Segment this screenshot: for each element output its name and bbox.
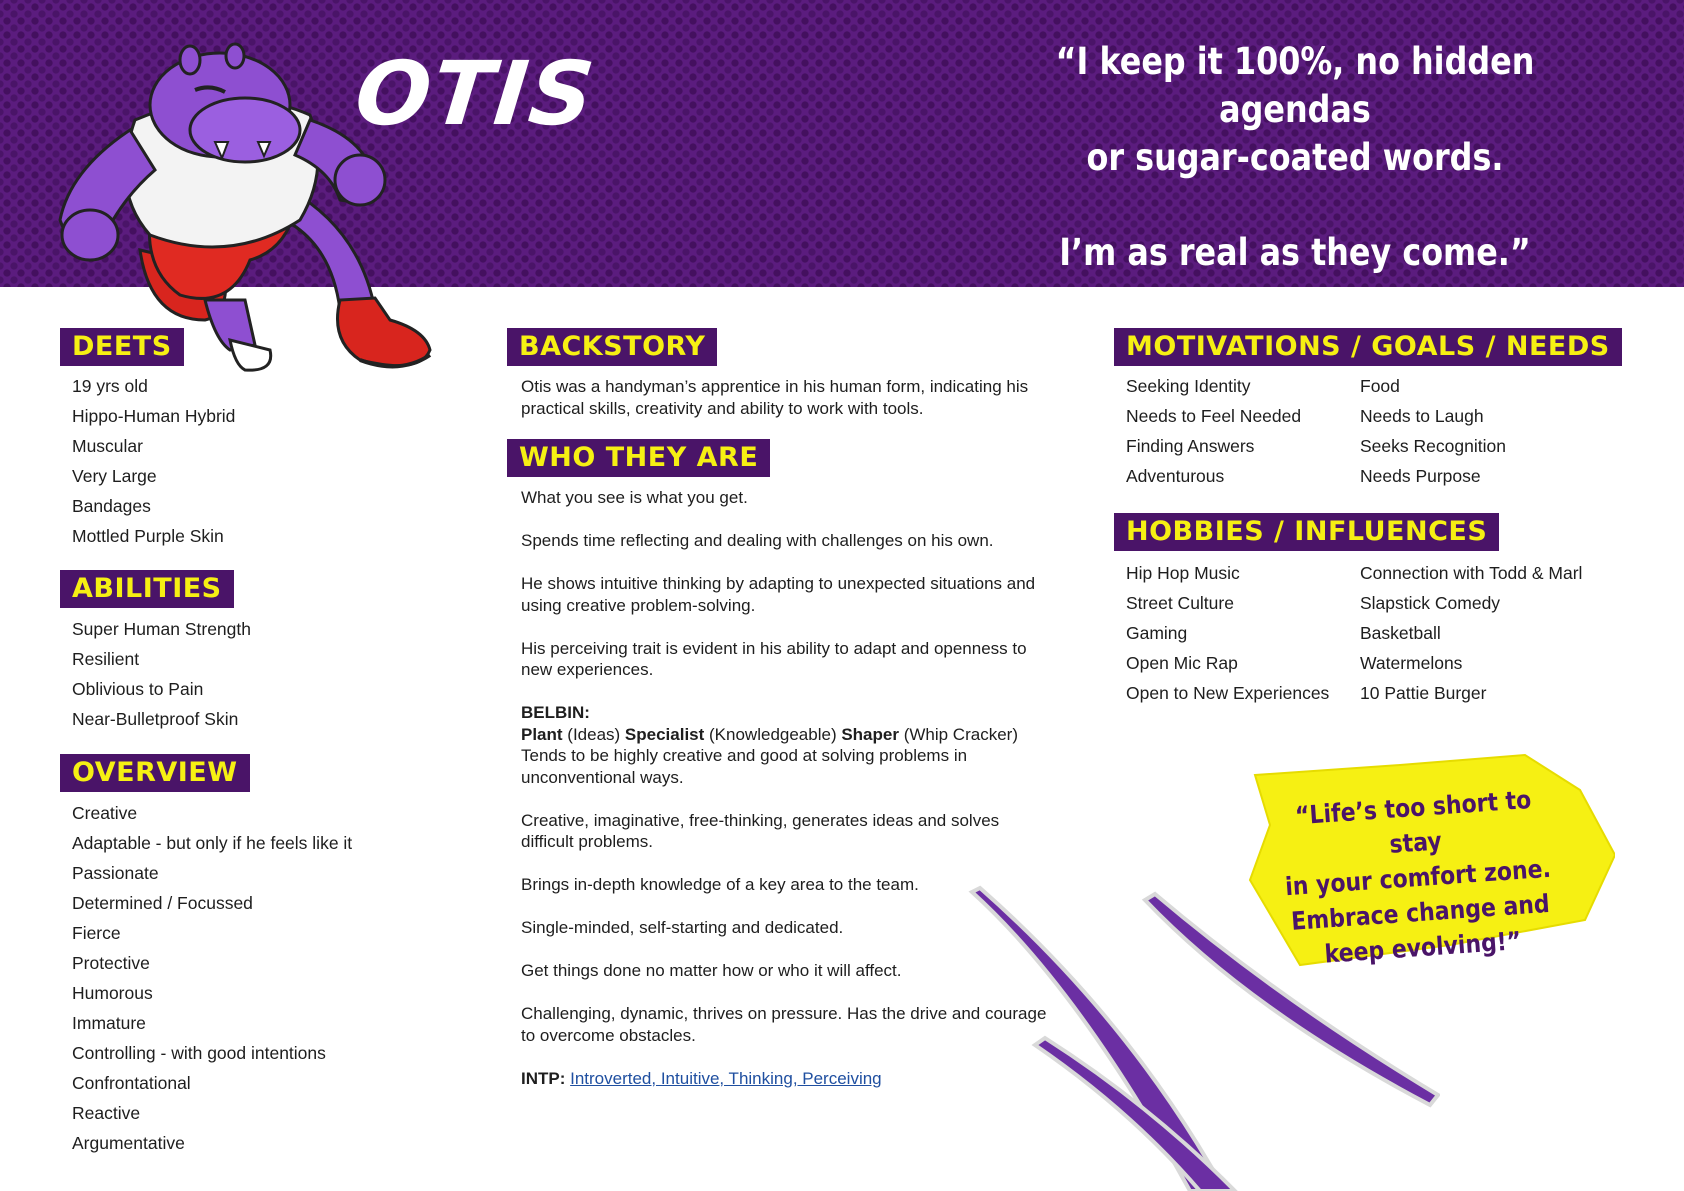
who-paragraph: Tends to be highly creative and good at solving problems in unconventional ways. [521,746,968,787]
motivations-heading: MOTIVATIONS / GOALS / NEEDS [1114,328,1622,366]
list-item: Oblivious to Pain [72,679,204,699]
list-item: Gaming [1126,623,1188,643]
sticker-line: keep evolving!” [1323,925,1523,969]
backstory-paragraph: Otis was a handyman’s apprentice in his human form, indicating his practical skills, creativity and ability to work with tools. [521,377,1029,418]
list-item: Connection with Todd & Marl [1360,563,1583,583]
quote-line: “I keep it 100%, no hidden agendas [1055,40,1535,131]
belbin-role: Plant [521,724,563,744]
who-paragraph: Single-minded, self-starting and dedicated. [521,918,844,937]
overview-list [72,798,352,1158]
hobbies-list-left [1126,558,1329,708]
belbin-role-desc: (Knowledgeable) [704,724,842,744]
character-name: OTIS [350,42,601,145]
list-item: 19 yrs old [72,376,148,396]
list-item: Needs Purpose [1360,466,1481,486]
intp-label: INTP: [521,1068,566,1088]
list-item: Hip Hop Music [1126,563,1240,583]
list-item: Street Culture [1126,593,1234,613]
belbin-role-desc: (Ideas) [562,724,625,744]
who-paragraph: What you see is what you get. [521,488,748,507]
list-item: Seeking Identity [1126,376,1251,396]
backstory-text [521,376,1041,419]
who-paragraph: He shows intuitive thinking by adapting to unexpected situations and using creative problem-solving. [521,574,1036,615]
motivations-list-right [1360,371,1506,491]
quote-line: or sugar-coated words. [1086,136,1504,179]
list-item: Needs to Laugh [1360,406,1484,426]
belbin-label: BELBIN: [521,703,590,722]
deets-list [72,371,235,551]
list-item: Controlling - with good intentions [72,1043,326,1063]
deets-heading: DEETS [60,328,184,366]
belbin-role: Specialist [624,724,705,744]
belbin-roles [521,724,1051,746]
sticker-quote [1271,780,1564,974]
list-item: 10 Pattie Burger [1360,683,1487,703]
list-item: Super Human Strength [72,619,251,639]
sticker-line: in your comfort zone. [1284,853,1552,902]
hobbies-list-right [1360,558,1582,708]
intp-link[interactable]: Introverted, Intuitive, Thinking, Perceiving [570,1068,882,1088]
motivations-list-left [1126,371,1301,491]
list-item: Confrontational [72,1073,191,1093]
list-item: Mottled Purple Skin [72,526,224,546]
overview-heading: OVERVIEW [60,754,250,792]
who-paragraph: Spends time reflecting and dealing with challenges on his own. [521,531,994,550]
sticker-line: “Life’s too short to stay [1294,784,1533,859]
list-item: Passionate [72,863,159,883]
backstory-heading: BACKSTORY [507,328,717,366]
list-item: Fierce [72,923,121,943]
quote-line: I’m as real as they come.” [1059,231,1531,274]
list-item: Basketball [1360,623,1441,643]
list-item: Needs to Feel Needed [1126,406,1302,426]
list-item: Determined / Focussed [72,893,253,913]
who-paragraph: His perceiving trait is evident in his ability to adapt and openness to new experiences. [521,638,1027,679]
list-item: Food [1360,376,1400,396]
sticker-line: Embrace change and [1290,888,1551,936]
list-item: Immature [72,1013,146,1033]
list-item: Open Mic Rap [1126,653,1238,673]
list-item: Near-Bulletproof Skin [72,709,239,729]
abilities-heading: ABILITIES [60,570,234,608]
belbin-role-desc: (Whip Cracker) [898,724,1018,744]
list-item: Creative [72,803,138,823]
abilities-list [72,614,251,734]
who-paragraph: Get things done no matter how or who it will affect. [521,961,902,980]
list-item: Seeks Recognition [1360,436,1506,456]
belbin-role: Shaper [841,724,899,744]
list-item: Open to New Experiences [1126,683,1330,703]
list-item: Bandages [72,496,151,516]
hobbies-heading: HOBBIES / INFLUENCES [1114,513,1499,551]
who-paragraph: Creative, imaginative, free-thinking, generates ideas and solves difficult problems. [521,810,1000,851]
who-paragraph: Brings in-depth knowledge of a key area to the team. [521,875,919,894]
header-quote [1011,38,1579,277]
list-item: Very Large [72,466,157,486]
list-item: Slapstick Comedy [1360,593,1501,613]
list-item: Adventurous [1126,466,1225,486]
list-item: Watermelons [1360,653,1463,673]
who-paragraph: Challenging, dynamic, thrives on pressure. Has the drive and courage to overcome obstacles. [521,1004,1047,1045]
who-heading: WHO THEY ARE [507,439,770,477]
list-item: Finding Answers [1126,436,1255,456]
list-item: Muscular [72,436,143,456]
list-item: Protective [72,953,150,973]
list-item: Hippo-Human Hybrid [72,406,236,426]
list-item: Argumentative [72,1133,185,1153]
list-item: Adaptable - but only if he feels like it [72,833,353,853]
list-item: Reactive [72,1103,141,1123]
list-item: Resilient [72,649,140,669]
list-item: Humorous [72,983,153,1003]
